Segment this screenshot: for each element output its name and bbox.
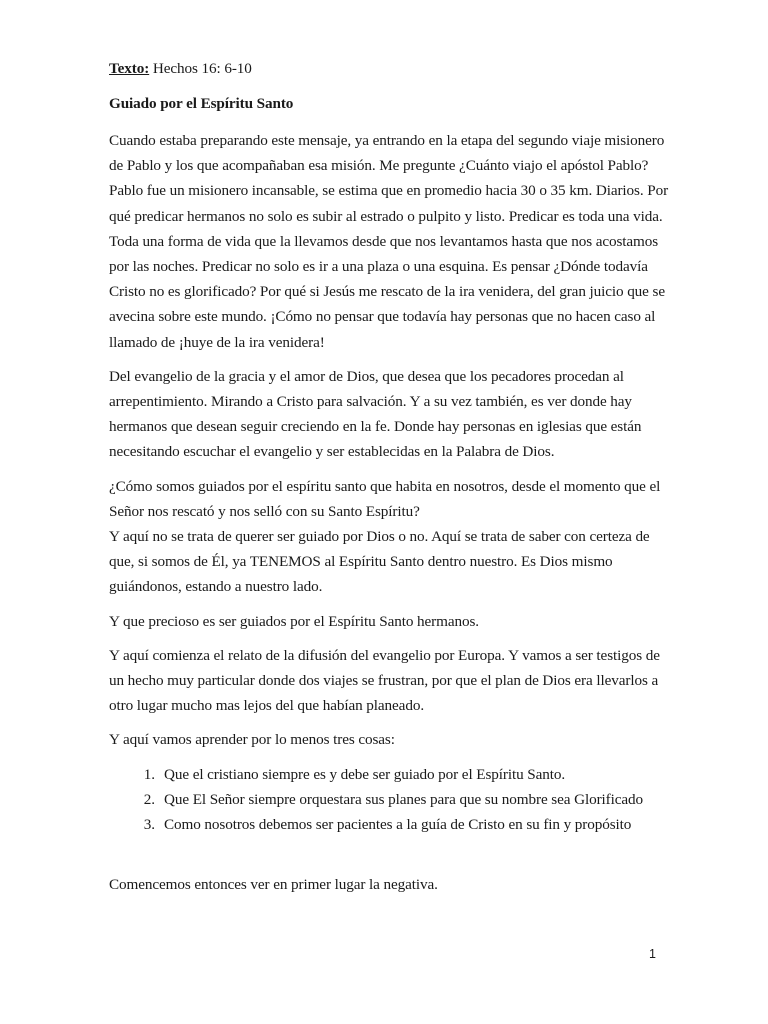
scripture-reference-line [109, 58, 669, 80]
document-body [109, 58, 669, 906]
paragraph-6: Y aquí comienza el relato de la difusión del evangelio por Europa. Y vamos a ser testigos de un hecho muy particular donde dos viajes se frustran, por que el plan de Dios era llevarlos a otro lugar mucho mas lejos del que habían planeado. [109, 646, 660, 715]
page-number: 1 [649, 947, 656, 961]
list-item [109, 787, 669, 812]
list-item-number: 2. [143, 790, 155, 808]
paragraph-7: Y aquí vamos aprender por lo menos tres cosas: [109, 731, 395, 749]
list-item-text: Que el cristiano siempre es y debe ser guiado por el Espíritu Santo. [164, 765, 566, 783]
list-item [109, 762, 669, 787]
list-item [109, 812, 669, 837]
list-item-number: 1. [143, 765, 155, 783]
list-item-text: Que El Señor siempre orquestara sus planes para que su nombre sea Glorificado [164, 790, 643, 808]
list-item-number: 3. [143, 816, 155, 834]
scripture-reference: Hechos 16: 6-10 [149, 60, 252, 77]
paragraph-1: Cuando estaba preparando este mensaje, ya entrando en la etapa del segundo viaje misionero de Pablo y los que acompañaban esa misión. Me pregunte ¿Cuánto viajo el apóstol Pablo? Pablo fue un misionero incansable, se estima que en promedio hacia 30 o 35 km. Diarios. Por qué predicar hermanos no solo es subir al estrado o pulpito y listo. Predicar es toda una vida. Toda una forma de vida que la llevamos desde que nos levantamos hasta que nos acostamos por las noches. Predicar no solo es ir a una plaza o una esquina. Es pensar ¿Dónde todavía Cristo no es glorificado? Por qué si Jesús me rescato de la ira venidera, del gran juicio que se avecina sobre este mundo. ¡Cómo no pensar que todavía hay personas que no hacen caso al llamado de ¡huye de la ira venidera! [109, 132, 669, 351]
paragraph-2: Del evangelio de la gracia y el amor de Dios, que desea que los pecadores procedan al arrepentimiento. Mirando a Cristo para salvación. Y a su vez también, es ver donde hay hermanos que desean seguir creciendo en la fe. Donde hay personas en iglesias que están necesitando escuchar el evangelio y ser establecidas en la Palabra de Dios. [109, 367, 642, 461]
text-label: Texto: [109, 60, 150, 77]
paragraph-5: Y que precioso es ser guiados por el Espíritu Santo hermanos. [109, 612, 479, 630]
list-item-text: Como nosotros debemos ser pacientes a la guía de Cristo en su fin y propósito [164, 816, 632, 834]
sermon-title: Guiado por el Espíritu Santo [109, 95, 294, 112]
paragraph-3: ¿Cómo somos guiados por el espíritu santo que habita en nosotros, desde el momento que el Señor nos rescató y nos selló con su Santo Espíritu? [109, 477, 661, 520]
closing-paragraph: Comencemos entonces ver en primer lugar la negativa. [109, 876, 438, 894]
numbered-list [109, 762, 669, 838]
paragraph-4: Y aquí no se trata de querer ser guiado por Dios o no. Aquí se trata de saber con certeza de que, si somos de Él, ya TENEMOS al Espíritu Santo dentro nuestro. Es Dios mismo guiándonos, estando a nuestro lado. [109, 528, 650, 596]
